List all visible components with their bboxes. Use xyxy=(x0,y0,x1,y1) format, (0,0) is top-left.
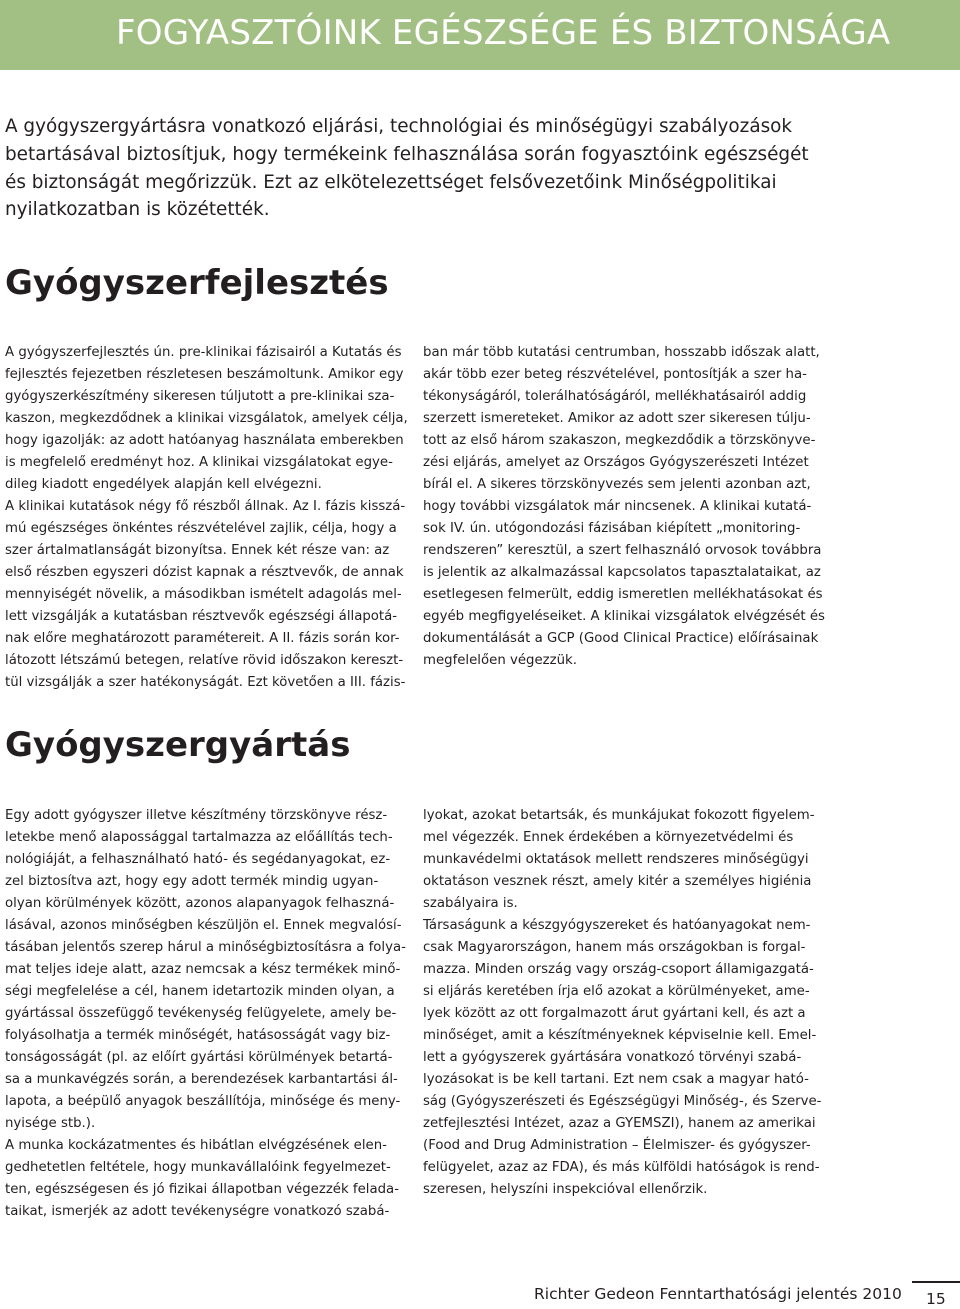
text-line: dokumentálását a GCP (Good Clinical Practice) előírásainak xyxy=(423,631,819,646)
text-line: olyan körülmények között, azonos alapanyagok felhaszná- xyxy=(5,896,395,911)
text-line: egyéb megfigyeléseiket. A klinikai vizsgálatok elvégzését és xyxy=(423,609,825,624)
text-line: lyokat, azokat betartsák, és munkájukat fokozott figyelem- xyxy=(423,808,815,823)
footer-divider xyxy=(912,1281,960,1283)
text-line: gyógyszerkészítmény sikeresen túljutott a pre-klinikai sza- xyxy=(5,389,395,404)
text-line: esetlegesen felmerült, eddig ismeretlen mellékhatásokat és xyxy=(423,587,823,602)
text-line: is megfelelő eredményt hoz. A klinikai vizsgálatokat egye- xyxy=(5,455,393,470)
text-line: dileg kiadott engedélyek alapján kell elvégezni. xyxy=(5,477,322,492)
text-line: gyártással összefüggő tevékenység felügyelete, amely be- xyxy=(5,1006,397,1021)
text-line: gedhetetlen feltétele, hogy munkavállalóink fegyelmezet- xyxy=(5,1160,391,1175)
text-line: megfelelően végezzük. xyxy=(423,653,577,668)
text-line: A munka kockázatmentes és hibátlan elvégzésének elen- xyxy=(5,1138,387,1153)
text-line: ten, egészségesen és jó fizikai állapotban végezzék felada- xyxy=(5,1182,399,1197)
text-line: folyásolhatja a termék minőségét, hatásosságát vagy biz- xyxy=(5,1028,391,1043)
text-line: ban már több kutatási centrumban, hosszabb időszak alatt, xyxy=(423,345,820,360)
text-line: tonságosságát (pl. az előírt gyártási körülmények betartá- xyxy=(5,1050,393,1065)
text-line: látozott létszámú betegen, relatíve rövid időszakon kereszt- xyxy=(5,653,404,668)
text-line: hogy további vizsgálatok már nincsenek. A klinikai kutatá- xyxy=(423,499,812,514)
text-line: nak előre meghatározott paramétereit. A II. fázis során kor- xyxy=(5,631,400,646)
header-banner xyxy=(0,0,960,70)
text-line: lyozásokat is be kell tartani. Ezt nem csak a magyar ható- xyxy=(423,1072,809,1087)
text-line: Egy adott gyógyszer illetve készítmény törzskönyve rész- xyxy=(5,808,388,823)
text-line: tásában jelentős szerep hárul a minőségbiztosításra a folya- xyxy=(5,940,406,955)
text-line: (Food and Drug Administration – Élelmiszer- és gyógyszer- xyxy=(423,1138,811,1153)
text-line: rendszeren” keresztül, a szert felhasználó orvosok továbbra xyxy=(423,543,822,558)
text-line: szeresen, helyszíni inspekcióval ellenőrzik. xyxy=(423,1182,708,1197)
intro-line: betartásával biztosítjuk, hogy termékeink felhasználása során fogyasztóink egészségét xyxy=(5,143,809,165)
text-line: si eljárás keretében írja elő azokat a körülményeket, ame- xyxy=(423,984,810,999)
text-line: ségi megfelelése a cél, hanem idetartozik minden olyan, a xyxy=(5,984,395,999)
text-line: zetfejlesztési Intézet, azaz a GYEMSZI), hanem az amerikai xyxy=(423,1116,816,1131)
manufacturing-column-right xyxy=(423,805,821,1201)
text-line: zési eljárás, amelyet az Országos Gyógyszerészeti Intézet xyxy=(423,455,809,470)
intro-line: A gyógyszergyártásra vonatkozó eljárási, technológiai és minőségügyi szabályozások xyxy=(5,116,793,137)
text-line: kaszon, megkezdődnek a klinikai vizsgálatok, amelyek célja, xyxy=(5,411,408,426)
text-line: mel végezzék. Ennek érdekében a környezetvédelmi és xyxy=(423,830,794,845)
text-line: mú egészséges önkéntes részvételével zajlik, célja, hogy a xyxy=(5,521,397,536)
section-heading-manufacturing: Gyógyszergyártás xyxy=(5,725,351,765)
text-line: Társaságunk a készgyógyszereket és hatóanyagokat nem- xyxy=(423,918,811,933)
text-line: lapota, a beépülő anyagok beszállítója, minősége és meny- xyxy=(5,1094,401,1109)
text-line: munkavédelmi oktatások mellett rendszeres minőségügyi xyxy=(423,852,809,867)
text-line: sok IV. ún. utógondozási fázisában kiépített „monitoring- xyxy=(423,521,801,536)
text-line: A klinikai kutatások négy fő részből állnak. Az I. fázis kisszá- xyxy=(5,499,406,514)
text-line: mennyiségét növelik, a másodikban ismételt adagolás mel- xyxy=(5,587,402,602)
text-line: nológiáját, a felhasználható ható- és segédanyagokat, ez- xyxy=(5,852,391,867)
text-line: mat teljes ideje alatt, azaz nemcsak a kész termékek minő- xyxy=(5,962,401,977)
development-column-right xyxy=(423,342,825,672)
text-line: fejlesztés fejezetben részletesen beszámoltunk. Amikor egy xyxy=(5,367,404,382)
development-column-left xyxy=(5,342,408,694)
text-line: szerzett ismereteket. Amikor az adott szer sikeresen túlju- xyxy=(423,411,811,426)
text-line: akár több ezer beteg részvételével, pontosítják a szer ha- xyxy=(423,367,807,382)
text-line: minőséget, amit a készítményeknek képviselnie kell. Emel- xyxy=(423,1028,817,1043)
text-line: szabályaira is. xyxy=(423,896,518,911)
text-line: lásával, azonos minőségben készüljön el. Ennek megvalósí- xyxy=(5,918,402,933)
text-line: taikat, ismerjék az adott tevékenységre vonatkozó szabá- xyxy=(5,1204,390,1219)
text-line: mazza. Minden ország vagy ország-csoport államigazgatá- xyxy=(423,962,814,977)
text-line: oktatáson vesznek részt, amely kitér a személyes higiénia xyxy=(423,874,812,889)
text-line: ság (Gyógyszerészeti és Egészségügyi Minőség-, és Szerve- xyxy=(423,1094,822,1109)
text-line: tott az első három szakaszon, megkezdődik a törzskönyve- xyxy=(423,433,816,448)
page-number: 15 xyxy=(926,1290,946,1308)
text-line: zel biztosítva azt, hogy egy adott termék mindig ugyan- xyxy=(5,874,379,889)
text-line: első részben egyszeri dózist kapnak a résztvevők, de annak xyxy=(5,565,404,580)
text-line: csak Magyarországon, hanem más országokban is forgal- xyxy=(423,940,806,955)
footer-report-title: Richter Gedeon Fenntarthatósági jelentés 2010 xyxy=(534,1285,902,1303)
text-line: lett vizsgálják a kutatásban résztvevők egészségi állapotá- xyxy=(5,609,398,624)
text-line: szer ártalmatlanságát bizonyítsa. Ennek két része van: az xyxy=(5,543,390,558)
text-line: tül vizsgálják a szer hatékonyságát. Ezt követően a III. fázis- xyxy=(5,675,406,690)
intro-line: és biztonságát megőrizzük. Ezt az elkötelezettséget felsővezetőink Minőségpolitikai xyxy=(5,171,777,193)
intro-line: nyilatkozatban is közétették. xyxy=(5,199,270,221)
page-title: FOGYASZTÓINK EGÉSZSÉGE ÉS BIZTONSÁGA xyxy=(116,13,891,53)
text-line: tékonyságáról, tolerálhatóságáról, mellékhatásairól addig xyxy=(423,389,807,404)
text-line: lyek között az ott forgalmazott árut gyártani kell, és azt a xyxy=(423,1006,806,1021)
text-line: is jelentik az alkalmazással kapcsolatos tapasztalataikat, az xyxy=(423,565,821,580)
text-line: felügyelet, azaz az FDA), és más külföldi hatóságok is rend- xyxy=(423,1160,820,1175)
text-line: A gyógyszerfejlesztés ún. pre-klinikai fázisairól a Kutatás és xyxy=(5,345,402,360)
text-line: nyisége stb.). xyxy=(5,1116,96,1131)
text-line: hogy igazolják: az adott hatóanyag használata emberekben xyxy=(5,433,404,448)
section-heading-development: Gyógyszerfejlesztés xyxy=(5,263,389,303)
text-line: letekbe menő alapossággal tartalmazza az előállítás tech- xyxy=(5,830,393,845)
intro-paragraph xyxy=(5,113,809,224)
text-line: sa a munkavégzés során, a berendezések karbantartási ál- xyxy=(5,1072,398,1087)
text-line: lett a gyógyszerek gyártására vonatkozó törvényi szabá- xyxy=(423,1050,802,1065)
text-line: bírál el. A sikeres törzskönyvezés sem jelenti azonban azt, xyxy=(423,477,811,492)
manufacturing-column-left xyxy=(5,805,406,1223)
